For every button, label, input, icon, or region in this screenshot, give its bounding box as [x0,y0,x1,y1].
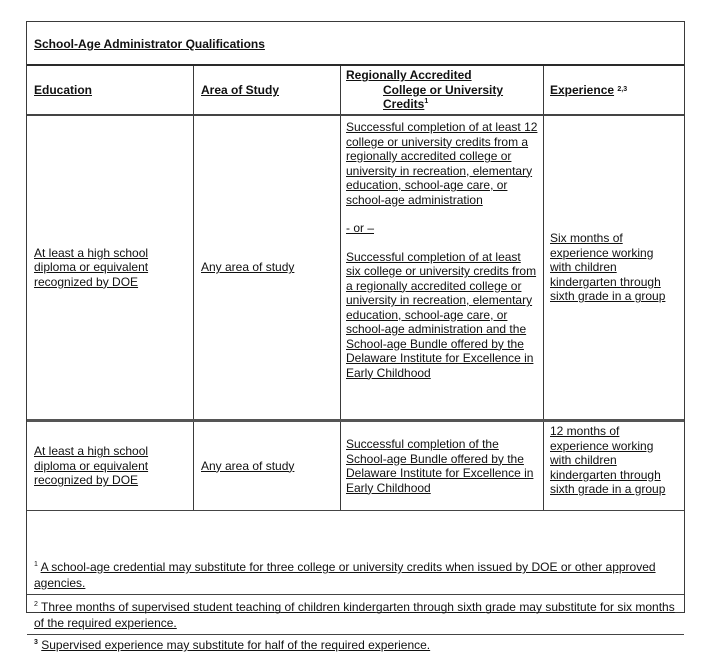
table-title-row [27,22,684,66]
area-of-study-cell: Any area of study [194,422,341,510]
footnote-3: $^3$ Supervised experience may substitute for half of the required experience. [34,638,431,652]
footnote-2: $^2$ Three months of supervised student teaching of children kindergarten through sixth grade may substitute for six months of the required experience. [27,595,684,635]
header-experience: Experience 2,3 [550,82,628,97]
education-cell: At least a high school diploma or equivalent recognized by DOE [27,422,194,510]
header-area-of-study: Area of Study [194,66,341,114]
table-row [27,116,684,422]
credits-or-separator: - or – [346,221,375,235]
experience-cell: Six months of experience working with children kindergarten through sixth grade in a group [550,231,666,304]
area-of-study-cell: Any area of study [194,116,341,419]
footnote-ref: 1 [424,98,429,106]
credits-option-a: Successful completion of at least 12 college or university credits from a regionally accredited college or university in recreation, elementary education, school-age care, or school-age administration [346,120,538,207]
footnote-1: $^1$ A school-age credential may substitute for three college or university credits when issued by DOE or other approved agencies. [27,555,684,595]
education-cell: At least a high school diploma or equivalent recognized by DOE [27,116,194,419]
header-education: Education [27,66,194,114]
qualifications-table [26,21,685,652]
experience-cell: 12 months of experience working with children kindergarten through sixth grade in a group [550,424,666,496]
header-credits: Regionally Accredited College or University Credits$^1$ [341,66,544,114]
header-row [27,66,684,116]
credits-option-b: Successful completion of at least six college or university credits from a regionally accredited college or university in recreation, elementary education, school-age care, or school-age administration and the School-age Bundle offered by the Delaware Institute for Excellence in Early Childhood [346,249,537,380]
table-row [27,422,684,511]
credits-cell: Successful completion of the School-age Bundle offered by the Delaware Institute for Excellence in Early Childhood [341,422,544,510]
credits-cell [341,116,544,419]
table-title: School-Age Administrator Qualifications [34,37,265,51]
